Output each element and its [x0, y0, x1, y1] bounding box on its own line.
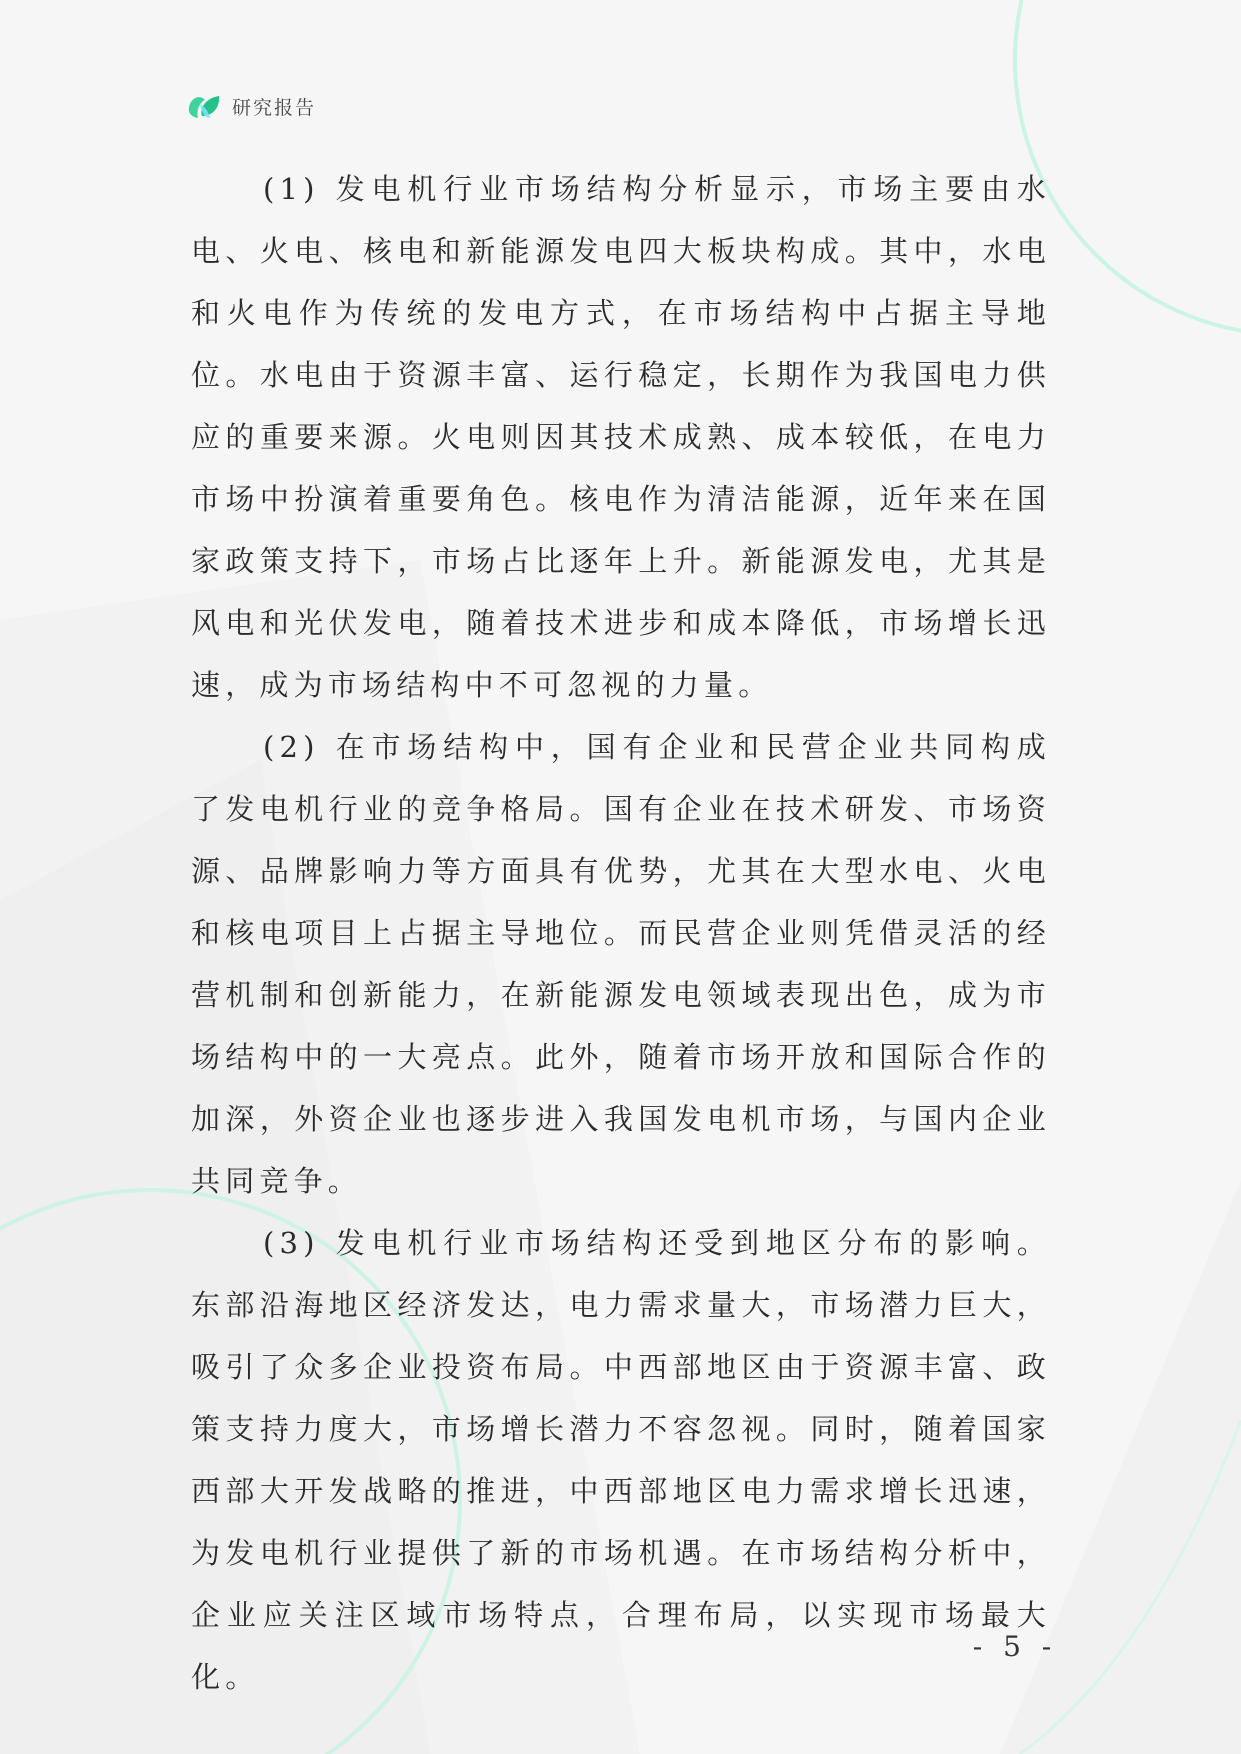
paragraph-2: (2) 在市场结构中，国有企业和民营企业共同构成了发电机行业的竞争格局。国有企业在技术研发、市场资源、品牌影响力等方面具有优势，尤其在大型水电、火电和核电项目上占据主导地位。而民营企业则凭借灵活的经营机制和创新能力，在新能源发电领域表现出色，成为市场结构中的一大亮点。此外，随着市场开放和国际合作的加深，外资企业也逐步进入我国发电机市场，与国内企业共同竞争。 [191, 730, 1051, 1198]
page-number: - 5 - [972, 1630, 1058, 1663]
report-title: 研究报告 [232, 96, 317, 119]
paragraph-1: (1) 发电机行业市场结构分析显示，市场主要由水电、火电、核电和新能源发电四大板块构成。其中，水电和火电作为传统的发电方式，在市场结构中占据主导地位。水电由于资源丰富、运行稳定，长期作为我国电力供应的重要来源。火电则因其技术成熟、成本较低，在电力市场中扮演着重要角色。核电作为清洁能源，近年来在国家政策支持下，市场占比逐年上升。新能源发电，尤其是风电和光伏发电，随着技术进步和成本降低，市场增长迅速，成为市场结构中不可忽视的力量。 [191, 172, 1051, 702]
document-body [191, 158, 1051, 1708]
paragraph-3: (3) 发电机行业市场结构还受到地区分布的影响。东部沿海地区经济发达，电力需求量大，市场潜力巨大，吸引了众多企业投资布局。中西部地区由于资源丰富、政策支持力度大，市场增长潜力不容忽视。同时，随着国家西部大开发战略的推进，中西部地区电力需求增长迅速，为发电机行业提供了新的市场机遇。在市场结构分析中，企业应关注区域市场特点，合理布局，以实现市场最大化。 [191, 1226, 1051, 1694]
green-leaf-logo-icon [186, 90, 222, 122]
report-header [186, 88, 316, 124]
